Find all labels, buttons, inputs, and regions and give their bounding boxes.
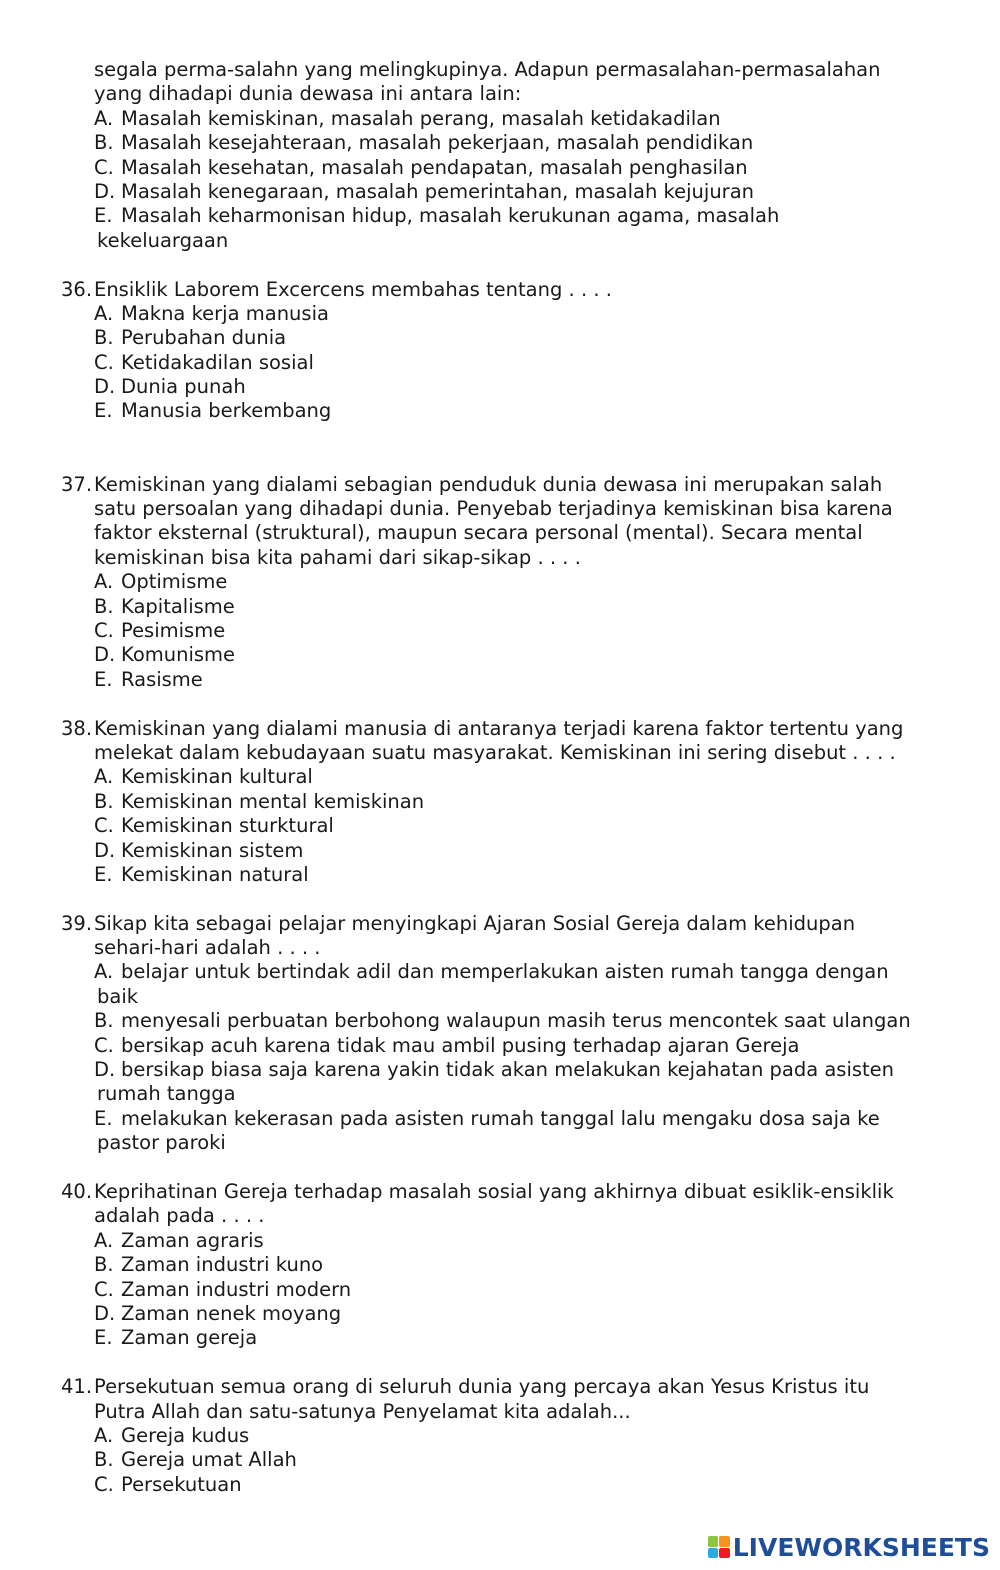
- question-text: Ensiklik Laborem Excercens membahas tentang . . . .: [94, 277, 612, 301]
- answer-option: [0, 863, 1000, 887]
- option-label: B.: [94, 1448, 114, 1472]
- option-label: E.: [94, 667, 113, 691]
- question-36: [0, 278, 1000, 424]
- option-text: Pesimisme: [121, 619, 226, 642]
- option-label: D.: [94, 1058, 116, 1082]
- option-text: Makna kerja manusia: [121, 301, 329, 325]
- option-text: Dunia punah: [121, 375, 246, 399]
- option-text: Manusia berkembang: [121, 399, 332, 423]
- question-text: Persekutuan semua orang di seluruh dunia yang percaya akan Yesus Kristus itu: [94, 1375, 870, 1399]
- option-label: B.: [94, 789, 114, 813]
- question-38: [0, 717, 1000, 888]
- option-text: bersikap biasa saja karena yakin tidak akan melakukan kejahatan pada asisten: [121, 1058, 895, 1082]
- option-label: E.: [94, 204, 113, 228]
- option-continuation: pastor paroki: [97, 1131, 226, 1155]
- option-label: C.: [94, 619, 114, 642]
- intro-option: [0, 107, 1000, 131]
- option-text: Masalah keharmonisan hidup, masalah kerukunan agama, masalah: [121, 204, 780, 228]
- intro-block: [0, 58, 1000, 253]
- option-label: B.: [94, 1253, 114, 1277]
- answer-option: [0, 375, 1000, 399]
- question-text-cont: sehari-hari adalah . . . .: [94, 936, 321, 960]
- option-text: menyesali perbuatan berbohong walaupun masih terus mencontek saat ulangan: [121, 1009, 911, 1033]
- answer-option: [0, 765, 1000, 789]
- option-label: A.: [94, 301, 114, 325]
- question-text-cont: adalah pada . . . .: [94, 1204, 265, 1228]
- option-text: Optimisme: [121, 570, 228, 594]
- option-label: E.: [94, 1326, 113, 1350]
- option-text: Komunisme: [121, 643, 236, 667]
- option-label: B.: [94, 326, 114, 350]
- option-text: melakukan kekerasan pada asisten rumah tanggal lalu mengaku dosa saja ke: [121, 1106, 880, 1130]
- answer-option: [0, 351, 1000, 375]
- intro-option: [0, 204, 1000, 228]
- answer-option: [0, 643, 1000, 667]
- answer-option: [0, 1009, 1000, 1033]
- question-text-cont: melekat dalam kebudayaan suatu masyarakat. Kemiskinan ini sering disebut . . . .: [94, 740, 896, 764]
- option-label: C.: [94, 155, 114, 179]
- question-text: Kemiskinan yang dialami sebagian penduduk dunia dewasa ini merupakan salah: [94, 472, 883, 496]
- worksheet-page: [0, 58, 1000, 1497]
- answer-option: [0, 839, 1000, 863]
- answer-option: [0, 619, 1000, 643]
- answer-option: [0, 1424, 1000, 1448]
- question-text-cont: satu persoalan yang dihadapi dunia. Penyebab terjadinya kemiskinan bisa karena: [94, 497, 893, 521]
- option-label: A.: [94, 765, 114, 789]
- question-stem: [0, 1180, 1000, 1204]
- question-number: 37.: [61, 472, 93, 496]
- option-label: D.: [94, 375, 116, 399]
- question-text: Kemiskinan yang dialami manusia di antaranya terjadi karena faktor tertentu yang: [94, 716, 904, 740]
- option-label: E.: [94, 399, 113, 423]
- answer-option: [0, 1058, 1000, 1082]
- option-label: C.: [94, 1277, 114, 1301]
- question-text: Sikap kita sebagai pelajar menyingkapi Ajaran Sosial Gereja dalam kehidupan: [94, 911, 856, 935]
- option-text: Masalah kesejahteraan, masalah pekerjaan, masalah pendidikan: [121, 131, 754, 155]
- option-text: Persekutuan: [121, 1472, 242, 1496]
- option-text: Zaman agraris: [121, 1228, 264, 1252]
- option-text: Gereja kudus: [121, 1423, 250, 1447]
- option-label: A.: [94, 106, 114, 130]
- intro-line: yang dihadapi dunia dewasa ini antara lain:: [94, 82, 522, 106]
- option-label: D.: [94, 643, 116, 667]
- option-label: A.: [94, 570, 114, 594]
- option-text: Zaman industri kuno: [121, 1253, 324, 1277]
- option-label: E.: [94, 1106, 113, 1130]
- intro-option: [0, 131, 1000, 155]
- option-label: B.: [94, 1009, 114, 1033]
- answer-option: [0, 326, 1000, 350]
- option-label: C.: [94, 1472, 114, 1496]
- option-continuation: kekeluargaan: [97, 228, 229, 252]
- option-label: A.: [94, 1228, 114, 1252]
- question-39: [0, 912, 1000, 1156]
- option-text: Masalah kemiskinan, masalah perang, masalah ketidakadilan: [121, 106, 721, 130]
- answer-option: [0, 1302, 1000, 1326]
- liveworksheets-logo-icon: [708, 1536, 730, 1558]
- option-text: Zaman gereja: [121, 1326, 258, 1350]
- option-text: Kapitalisme: [121, 594, 235, 618]
- option-label: A.: [94, 960, 114, 984]
- option-label: B.: [94, 131, 114, 155]
- question-stem: [0, 473, 1000, 497]
- answer-option: [0, 1229, 1000, 1253]
- answer-option: [0, 1473, 1000, 1497]
- answer-option: [0, 960, 1000, 984]
- intro-line: segala perma-salahn yang melingkupinya. Adapun permasalahan-permasalahan: [94, 58, 881, 81]
- answer-option: [0, 1278, 1000, 1302]
- answer-option: [0, 814, 1000, 838]
- question-text-cont: faktor eksternal (struktural), maupun secara personal (mental). Secara mental: [94, 521, 863, 545]
- option-text: Kemiskinan sturktural: [121, 814, 334, 838]
- option-label: D.: [94, 838, 116, 862]
- answer-option: [0, 1448, 1000, 1472]
- answer-option: [0, 399, 1000, 423]
- option-text: Perubahan dunia: [121, 326, 287, 350]
- answer-option: [0, 668, 1000, 692]
- option-continuation: rumah tangga: [97, 1082, 236, 1106]
- liveworksheets-footer[interactable]: [708, 1532, 990, 1562]
- answer-option: [0, 1107, 1000, 1131]
- question-40: [0, 1180, 1000, 1351]
- option-label: C.: [94, 1033, 114, 1057]
- intro-option: [0, 180, 1000, 204]
- question-stem: [0, 1375, 1000, 1399]
- question-number: 40.: [61, 1179, 93, 1203]
- answer-option: [0, 1253, 1000, 1277]
- option-text: Ketidakadilan sosial: [121, 350, 314, 374]
- option-text: belajar untuk bertindak adil dan memperlakukan aisten rumah tangga dengan: [121, 960, 889, 984]
- question-text-cont: kemiskinan bisa kita pahami dari sikap-sikap . . . .: [94, 545, 581, 569]
- answer-option: [0, 1326, 1000, 1350]
- option-text: Gereja umat Allah: [121, 1448, 297, 1472]
- option-text: Masalah kenegaraan, masalah pemerintahan, masalah kejujuran: [121, 179, 755, 203]
- question-number: 39.: [61, 911, 93, 935]
- answer-option: [0, 570, 1000, 594]
- option-text: Kemiskinan mental kemiskinan: [121, 789, 425, 813]
- answer-option: [0, 595, 1000, 619]
- question-stem: [0, 278, 1000, 302]
- option-label: B.: [94, 594, 114, 618]
- option-label: C.: [94, 350, 114, 374]
- option-label: D.: [94, 1301, 116, 1325]
- option-text: Kemiskinan natural: [121, 862, 309, 886]
- option-continuation: baik: [97, 984, 139, 1008]
- option-text: Kemiskinan sistem: [121, 838, 304, 862]
- question-number: 41.: [61, 1375, 93, 1399]
- option-text: Rasisme: [121, 667, 203, 691]
- option-label: E.: [94, 862, 113, 886]
- option-text: Zaman industri modern: [121, 1277, 352, 1301]
- question-41: [0, 1375, 1000, 1497]
- option-text: bersikap acuh karena tidak mau ambil pusing terhadap ajaran Gereja: [121, 1033, 800, 1057]
- option-text: Masalah kesehatan, masalah pendapatan, masalah penghasilan: [121, 155, 748, 179]
- option-text: Zaman nenek moyang: [121, 1301, 342, 1325]
- answer-option: [0, 790, 1000, 814]
- question-37: [0, 473, 1000, 693]
- option-text: Kemiskinan kultural: [121, 765, 313, 789]
- question-text: Keprihatinan Gereja terhadap masalah sosial yang akhirnya dibuat esiklik-ensiklik: [94, 1179, 894, 1203]
- question-number: 38.: [61, 716, 93, 740]
- question-stem: [0, 912, 1000, 936]
- option-label: C.: [94, 814, 114, 838]
- question-number: 36.: [61, 277, 93, 301]
- question-stem: [0, 717, 1000, 741]
- option-label: A.: [94, 1423, 114, 1447]
- intro-option: [0, 156, 1000, 180]
- answer-option: [0, 302, 1000, 326]
- option-label: D.: [94, 179, 116, 203]
- answer-option: [0, 1034, 1000, 1058]
- brand-name: LIVEWORKSHEETS: [732, 1532, 990, 1562]
- question-text-cont: Putra Allah dan satu-satunya Penyelamat kita adalah...: [94, 1399, 631, 1423]
